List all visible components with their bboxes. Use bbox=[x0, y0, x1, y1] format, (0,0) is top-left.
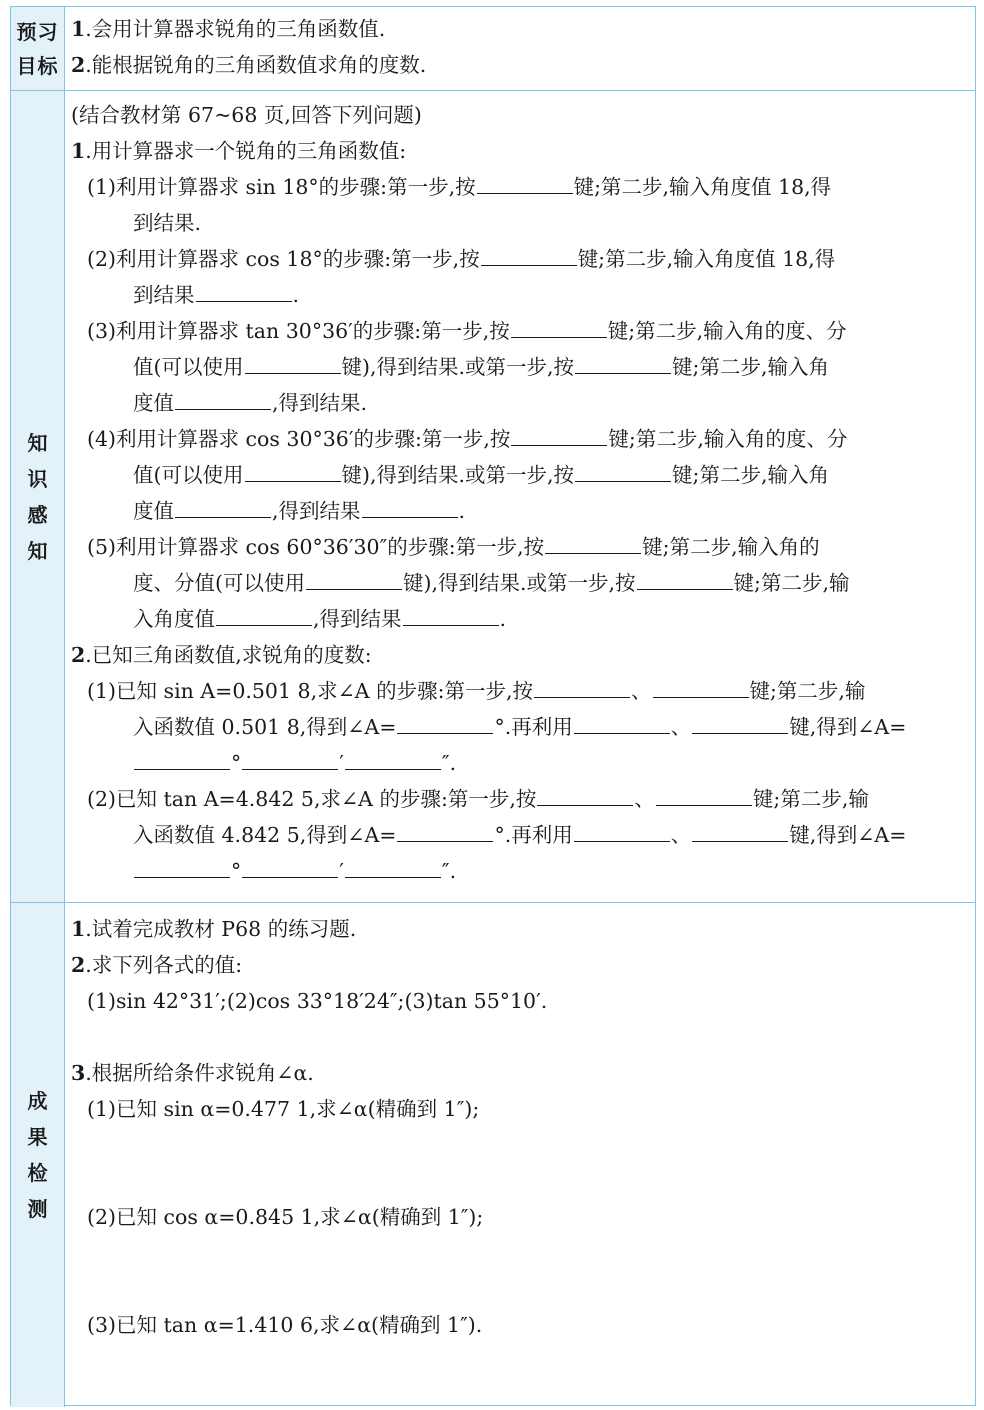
answer-blank[interactable] bbox=[403, 603, 499, 626]
q1-part-3: (3)利用计算器求 tan 30°36′的步骤:第一步,按 键;第二步,输入角的度、分 bbox=[71, 313, 969, 349]
answer-blank[interactable] bbox=[134, 855, 230, 878]
q1-part-5: (5)利用计算器求 cos 60°36′30″的步骤:第一步,按 键;第二步,输入角的 bbox=[71, 529, 969, 565]
assess-q1: 1.试着完成教材 P68 的练习题. bbox=[71, 917, 357, 941]
knowledge-content bbox=[65, 91, 975, 902]
row-assessment bbox=[11, 903, 975, 1407]
answer-blank[interactable] bbox=[575, 351, 671, 374]
q2-part-1: (1)已知 sin A=0.501 8,求∠A 的步骤:第一步,按 、 键;第二步,输 bbox=[71, 673, 969, 709]
q2-part-2: (2)已知 tan A=4.842 5,求∠A 的步骤:第一步,按 、 键;第二步,输 bbox=[71, 781, 969, 817]
answer-blank[interactable] bbox=[345, 747, 441, 770]
q1-part-2-cont: 到结果 . bbox=[71, 277, 969, 313]
answer-blank[interactable] bbox=[306, 567, 402, 590]
answer-blank[interactable] bbox=[345, 855, 441, 878]
assess-q3-sub3: (3)已知 tan α=1.410 6,求∠α(精确到 1″). bbox=[87, 1313, 483, 1337]
q1-part-4-cont: 值(可以使用 键),得到结果.或第一步,按 键;第二步,输入角 bbox=[71, 457, 969, 493]
answer-blank[interactable] bbox=[534, 675, 630, 698]
q1-part-3-cont: 值(可以使用 键),得到结果.或第一步,按 键;第二步,输入角 bbox=[71, 349, 969, 385]
q1-part-5-cont2: 入角度值 ,得到结果 . bbox=[71, 601, 969, 637]
q1-part-4-cont2: 度值 ,得到结果 . bbox=[71, 493, 969, 529]
question-2-title: 2.已知三角函数值,求锐角的度数: bbox=[71, 643, 372, 667]
answer-blank[interactable] bbox=[242, 747, 338, 770]
answer-blank[interactable] bbox=[574, 711, 670, 734]
answer-blank[interactable] bbox=[196, 279, 292, 302]
answer-blank[interactable] bbox=[511, 423, 607, 446]
assess-q2-sub: (1)sin 42°31′;(2)cos 33°18′24″;(3)tan 55°10′. bbox=[87, 989, 548, 1013]
answer-blank[interactable] bbox=[397, 711, 493, 734]
answer-blank[interactable] bbox=[245, 459, 341, 482]
goal-item: 1.会用计算器求锐角的三角函数值. bbox=[71, 17, 386, 41]
answer-blank[interactable] bbox=[575, 459, 671, 482]
q2-part-1-cont2: ° ′ ″. bbox=[71, 745, 969, 781]
answer-blank[interactable] bbox=[574, 819, 670, 842]
assess-q3-sub2: (2)已知 cos α=0.845 1,求∠α(精确到 1″); bbox=[87, 1205, 484, 1229]
label-text-bottom: 目标 bbox=[16, 53, 59, 78]
answer-blank[interactable] bbox=[245, 351, 341, 374]
q1-part-2: (2)利用计算器求 cos 18°的步骤:第一步,按 键;第二步,输入角度值 18,得 bbox=[71, 241, 969, 277]
q1-part-1: (1)利用计算器求 sin 18°的步骤:第一步,按 键;第二步,输入角度值 18,得 bbox=[71, 169, 969, 205]
row-preview-goals bbox=[11, 7, 975, 91]
answer-blank[interactable] bbox=[175, 387, 271, 410]
row-knowledge bbox=[11, 91, 975, 903]
assess-q2: 2.求下列各式的值: bbox=[71, 953, 243, 977]
q2-part-1-cont: 入函数值 0.501 8,得到∠A= °.再利用 、 键,得到∠A= bbox=[71, 709, 969, 745]
answer-blank[interactable] bbox=[362, 495, 458, 518]
q1-part-1-cont: 到结果. bbox=[133, 211, 202, 235]
label-assessment: 成 果 检 测 bbox=[11, 903, 65, 1407]
q2-part-2-cont2: ° ′ ″. bbox=[71, 853, 969, 889]
intro-note: (结合教材第 67~68 页,回答下列问题) bbox=[71, 103, 422, 127]
assessment-content bbox=[65, 903, 975, 1407]
q2-part-2-cont: 入函数值 4.842 5,得到∠A= °.再利用 、 键,得到∠A= bbox=[71, 817, 969, 853]
answer-blank[interactable] bbox=[637, 567, 733, 590]
answer-blank[interactable] bbox=[692, 819, 788, 842]
q1-part-4: (4)利用计算器求 cos 30°36′的步骤:第一步,按 键;第二步,输入角的度、分 bbox=[71, 421, 969, 457]
q1-part-5-cont: 度、分值(可以使用 键),得到结果.或第一步,按 键;第二步,输 bbox=[71, 565, 969, 601]
answer-blank[interactable] bbox=[175, 495, 271, 518]
goal-item: 2.能根据锐角的三角函数值求角的度数. bbox=[71, 53, 427, 77]
answer-blank[interactable] bbox=[216, 603, 312, 626]
answer-blank[interactable] bbox=[511, 315, 607, 338]
q1-part-3-cont2: 度值 ,得到结果. bbox=[71, 385, 969, 421]
assess-q3: 3.根据所给条件求锐角∠α. bbox=[71, 1061, 314, 1085]
label-preview-goals bbox=[11, 7, 65, 90]
answer-blank[interactable] bbox=[481, 243, 577, 266]
answer-blank[interactable] bbox=[242, 855, 338, 878]
answer-blank[interactable] bbox=[537, 783, 633, 806]
label-knowledge: 知 识 感 知 bbox=[11, 91, 65, 902]
answer-blank[interactable] bbox=[545, 531, 641, 554]
worksheet-table bbox=[10, 6, 976, 1406]
answer-blank[interactable] bbox=[692, 711, 788, 734]
answer-blank[interactable] bbox=[134, 747, 230, 770]
assess-q3-sub1: (1)已知 sin α=0.477 1,求∠α(精确到 1″); bbox=[87, 1097, 480, 1121]
preview-goals-content bbox=[65, 7, 975, 90]
answer-blank[interactable] bbox=[656, 783, 752, 806]
label-text-top: 预习 bbox=[16, 19, 59, 44]
question-1-title: 1.用计算器求一个锐角的三角函数值: bbox=[71, 139, 407, 163]
answer-blank[interactable] bbox=[397, 819, 493, 842]
answer-blank[interactable] bbox=[653, 675, 749, 698]
answer-blank[interactable] bbox=[477, 171, 573, 194]
